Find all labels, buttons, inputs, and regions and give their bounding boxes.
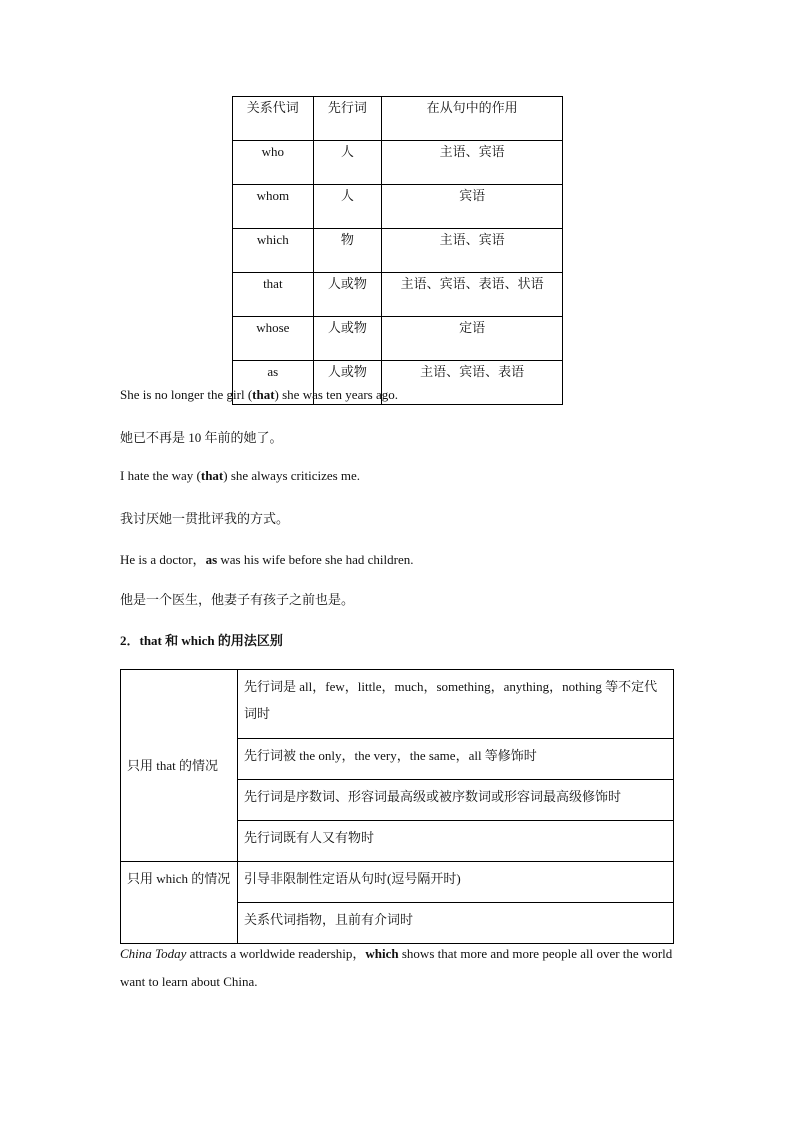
sentence-text: attracts a worldwide readership， [186,946,366,961]
highlighted-word: which [365,946,399,961]
only-that-label: 只用 that 的情况 [121,670,238,862]
table-cell: 先行词是序数词、形容词最高级或被序数词或形容词最高级修饰时 [238,780,674,821]
table-row [233,273,563,317]
section-heading: 2．that 和 which 的用法区别 [120,633,283,648]
table-cell: 人或物 [313,317,382,361]
table-cell: 先行词是 all，few，little，much，something，anything，nothing 等不定代词时 [238,670,674,739]
example-translation-1: 她已不再是 10 年前的她了。 [120,430,283,445]
table-cell: 人或物 [313,361,382,405]
header-cell: 先行词 [313,97,382,141]
table-cell: 主语、宾语、表语、状语 [382,273,563,317]
table-cell: 主语、宾语 [382,229,563,273]
highlighted-word: that [200,468,224,483]
table-header-row [233,97,563,141]
table-row [233,185,563,229]
sentence-text: ) she always criticizes me. [223,468,361,483]
table-cell: 先行词被 the only，the very，the same，all 等修饰时 [238,739,674,780]
table-cell: whom [233,185,314,229]
table-row [233,317,563,361]
header-cell: 在从句中的作用 [382,97,563,141]
table-cell: 物 [313,229,382,273]
table-cell: 人 [313,185,382,229]
example-sentence-3 [120,549,414,568]
table-cell: 主语、宾语 [382,141,563,185]
relative-pronoun-table [232,96,563,405]
table-cell: who [233,141,314,185]
highlighted-word: as [205,552,218,567]
table-cell: 关系代词指物，且前有介词时 [238,903,674,944]
example-translation-2: 我讨厌她一贯批评我的方式。 [120,511,290,526]
magazine-title: China Today [120,946,187,961]
highlighted-word: that [252,387,275,402]
sentence-text: He is a doctor， [120,552,206,567]
table-cell: 宾语 [382,185,563,229]
table-cell: whose [233,317,314,361]
sentence-text: shows that more and more people all over the world want to learn about China. [120,946,673,989]
table-row [233,141,563,185]
that-which-comparison-table [120,669,674,944]
table-cell: as [233,361,314,405]
table-cell: that [233,273,314,317]
header-cell: 关系代词 [233,97,314,141]
table-row [233,229,563,273]
example-sentence-2 [120,468,360,484]
table-cell: 人 [313,141,382,185]
table-cell: 引导非限制性定语从句时(逗号隔开时) [238,862,674,903]
table-row [121,670,674,739]
only-which-label: 只用 which 的情况 [121,862,238,944]
example-translation-3: 他是一个医生，他妻子有孩子之前也是。 [120,592,355,607]
sentence-text: She is no longer the girl ( [120,387,253,402]
final-example-sentence [120,940,676,996]
table-cell: 定语 [382,317,563,361]
table-cell: 人或物 [313,273,382,317]
table-row [121,862,674,903]
table-cell: 主语、宾语、表语 [382,361,563,405]
sentence-text: ) she was ten years ago. [274,387,399,402]
sentence-text: was his wife before she had children. [217,552,414,567]
table-cell: 先行词既有人又有物时 [238,821,674,862]
table-cell: which [233,229,314,273]
sentence-text: I hate the way ( [120,468,201,483]
example-sentence-1 [120,387,398,403]
